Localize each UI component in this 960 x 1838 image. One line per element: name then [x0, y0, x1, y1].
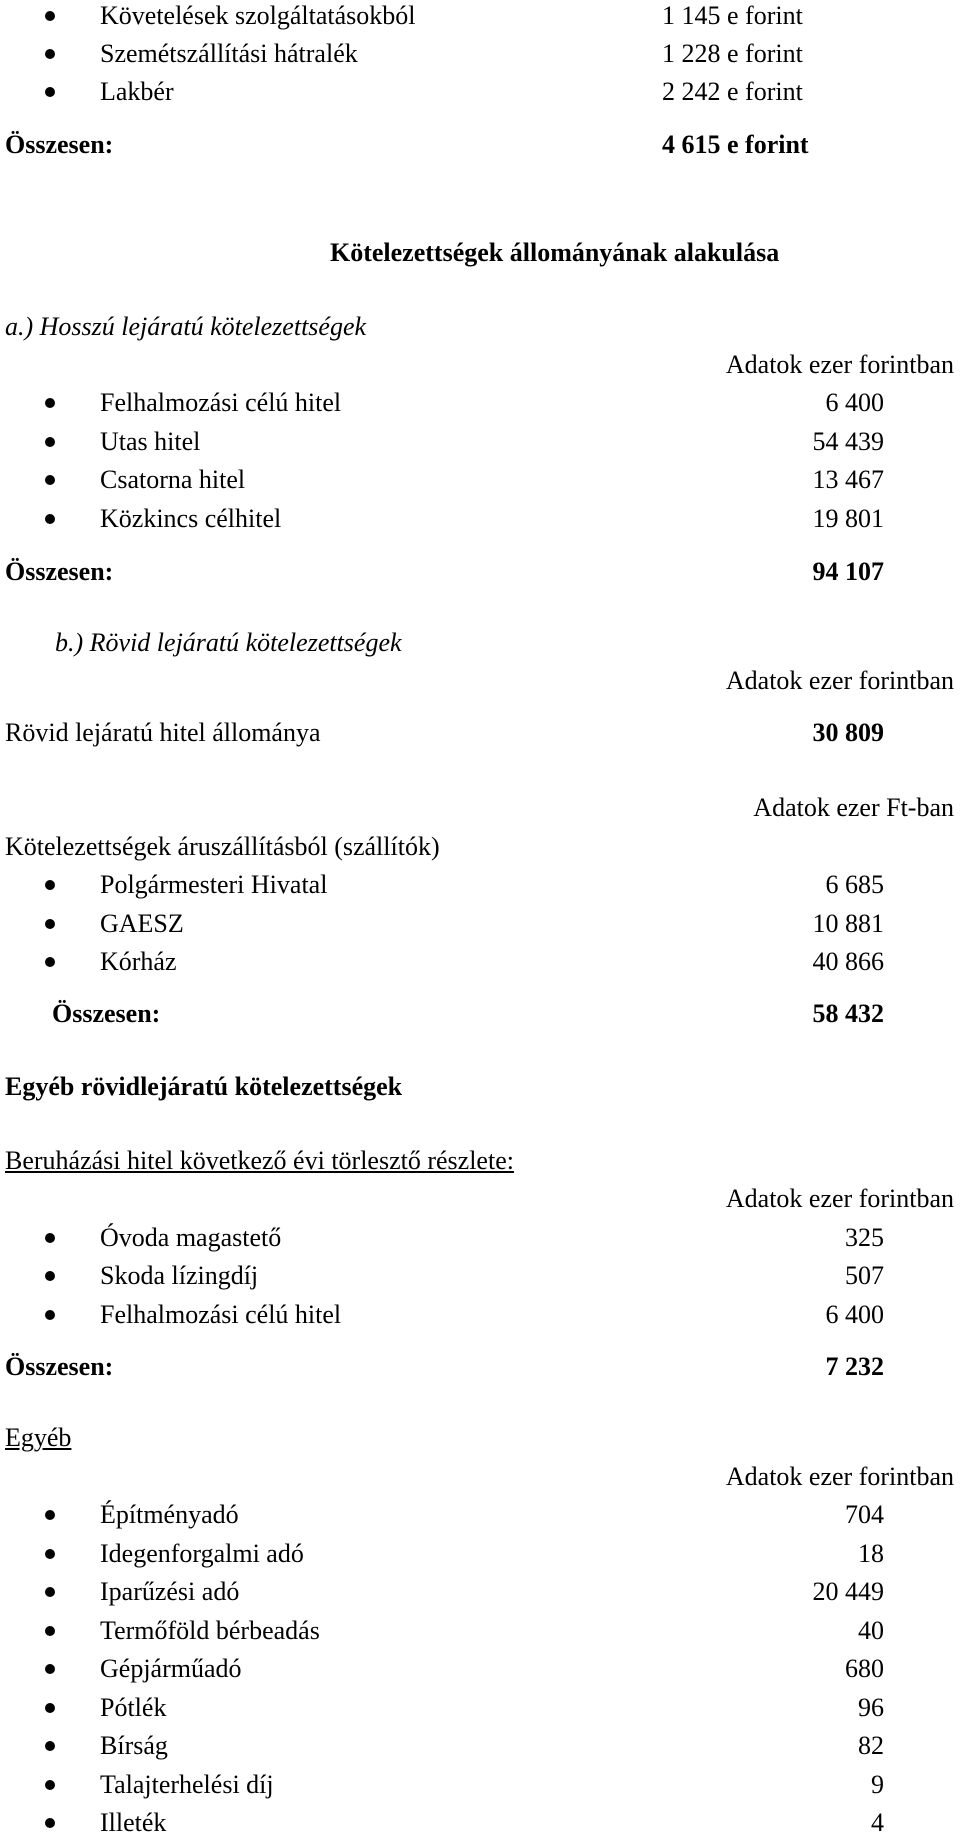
unit-note: Adatok ezer forintban [725, 666, 954, 695]
other-item-label: Termőföld bérbeadás [100, 1616, 320, 1645]
liability-label: Utas hitel [100, 427, 201, 456]
short-term-heading: b.) Rövid lejáratú kötelezettségek [55, 628, 402, 657]
supplier-label: Kórház [100, 947, 177, 976]
liabilities-title: Kötelezettségek állományának alakulása [330, 238, 780, 267]
liability-value: 54 439 [812, 427, 884, 456]
bullet-icon [45, 1549, 55, 1559]
supplier-value: 10 881 [812, 909, 884, 938]
other-item-value: 704 [845, 1500, 884, 1529]
liability-value: 13 467 [812, 465, 884, 494]
unit-note: Adatok ezer Ft-ban [753, 793, 954, 822]
supplier-label: Polgármesteri Hivatal [100, 870, 328, 899]
bullet-icon [45, 475, 55, 485]
installment-value: 6 400 [825, 1300, 884, 1329]
claim-label: Szemétszállítási hátralék [100, 39, 358, 68]
bullet-icon [45, 1626, 55, 1636]
long-term-total-value: 94 107 [812, 557, 884, 586]
other-heading: Egyéb [5, 1423, 72, 1452]
other-short-total-value: 7 232 [825, 1352, 884, 1381]
claim-label: Lakbér [100, 77, 174, 106]
liability-label: Közkincs célhitel [100, 504, 282, 533]
other-item-value: 9 [871, 1770, 884, 1799]
bullet-icon [45, 1310, 55, 1320]
other-item-label: Pótlék [100, 1693, 167, 1722]
bullet-icon [45, 1233, 55, 1243]
other-item-value: 40 [858, 1616, 884, 1645]
other-item-label: Építményadó [100, 1500, 239, 1529]
bullet-icon [45, 87, 55, 97]
other-short-total-label: Összesen: [5, 1352, 114, 1381]
supplier-value: 6 685 [825, 870, 884, 899]
installment-label: Felhalmozási célú hitel [100, 1300, 342, 1329]
claims-total-value: 4 615 e forint [662, 130, 809, 159]
suppliers-total-label: Összesen: [52, 999, 161, 1028]
other-item-value: 96 [858, 1693, 884, 1722]
bullet-icon [45, 1587, 55, 1597]
bullet-icon [45, 1741, 55, 1751]
suppliers-total-value: 58 432 [812, 999, 884, 1028]
other-item-value: 4 [871, 1808, 884, 1837]
other-item-label: Talajterhelési díj [100, 1770, 274, 1799]
bullet-icon [45, 919, 55, 929]
liability-value: 6 400 [825, 388, 884, 417]
other-item-label: Iparűzési adó [100, 1577, 240, 1606]
suppliers-heading: Kötelezettségek áruszállításból (szállítók) [5, 832, 440, 861]
unit-note: Adatok ezer forintban [725, 1184, 954, 1213]
other-item-label: Illeték [100, 1808, 167, 1837]
bullet-icon [45, 1510, 55, 1520]
other-item-label: Bírság [100, 1731, 168, 1760]
supplier-label: GAESZ [100, 909, 184, 938]
unit-note: Adatok ezer forintban [725, 1462, 954, 1491]
other-short-subheading: Beruházási hitel következő évi törlesztő részlete: [5, 1146, 514, 1175]
unit-note: Adatok ezer forintban [725, 350, 954, 379]
claims-total-label: Összesen: [5, 130, 114, 159]
other-item-label: Gépjárműadó [100, 1654, 242, 1683]
liability-label: Felhalmozási célú hitel [100, 388, 342, 417]
installment-label: Skoda lízingdíj [100, 1261, 259, 1290]
installment-label: Óvoda magastető [100, 1223, 282, 1252]
bullet-icon [45, 514, 55, 524]
other-item-value: 680 [845, 1654, 884, 1683]
claim-value: 1 145 e forint [662, 1, 803, 30]
other-item-value: 20 449 [812, 1577, 884, 1606]
claim-label: Követelések szolgáltatásokból [100, 1, 416, 30]
bullet-icon [45, 1664, 55, 1674]
other-item-value: 82 [858, 1731, 884, 1760]
installment-value: 325 [845, 1223, 884, 1252]
liability-value: 19 801 [812, 504, 884, 533]
bullet-icon [45, 398, 55, 408]
claim-value: 2 242 e forint [662, 77, 803, 106]
short-term-loan-label: Rövid lejáratú hitel állománya [5, 718, 321, 747]
bullet-icon [45, 1780, 55, 1790]
bullet-icon [45, 957, 55, 967]
bullet-icon [45, 11, 55, 21]
claim-value: 1 228 e forint [662, 39, 803, 68]
other-short-heading: Egyéb rövidlejáratú kötelezettségek [5, 1072, 403, 1101]
short-term-loan-value: 30 809 [812, 718, 884, 747]
supplier-value: 40 866 [812, 947, 884, 976]
bullet-icon [45, 1703, 55, 1713]
bullet-icon [45, 1818, 55, 1828]
bullet-icon [45, 49, 55, 59]
liability-label: Csatorna hitel [100, 465, 246, 494]
long-term-total-label: Összesen: [5, 557, 114, 586]
bullet-icon [45, 880, 55, 890]
bullet-icon [45, 1271, 55, 1281]
installment-value: 507 [845, 1261, 884, 1290]
long-term-heading: a.) Hosszú lejáratú kötelezettségek [5, 312, 367, 341]
bullet-icon [45, 437, 55, 447]
other-item-value: 18 [858, 1539, 884, 1568]
other-item-label: Idegenforgalmi adó [100, 1539, 304, 1568]
